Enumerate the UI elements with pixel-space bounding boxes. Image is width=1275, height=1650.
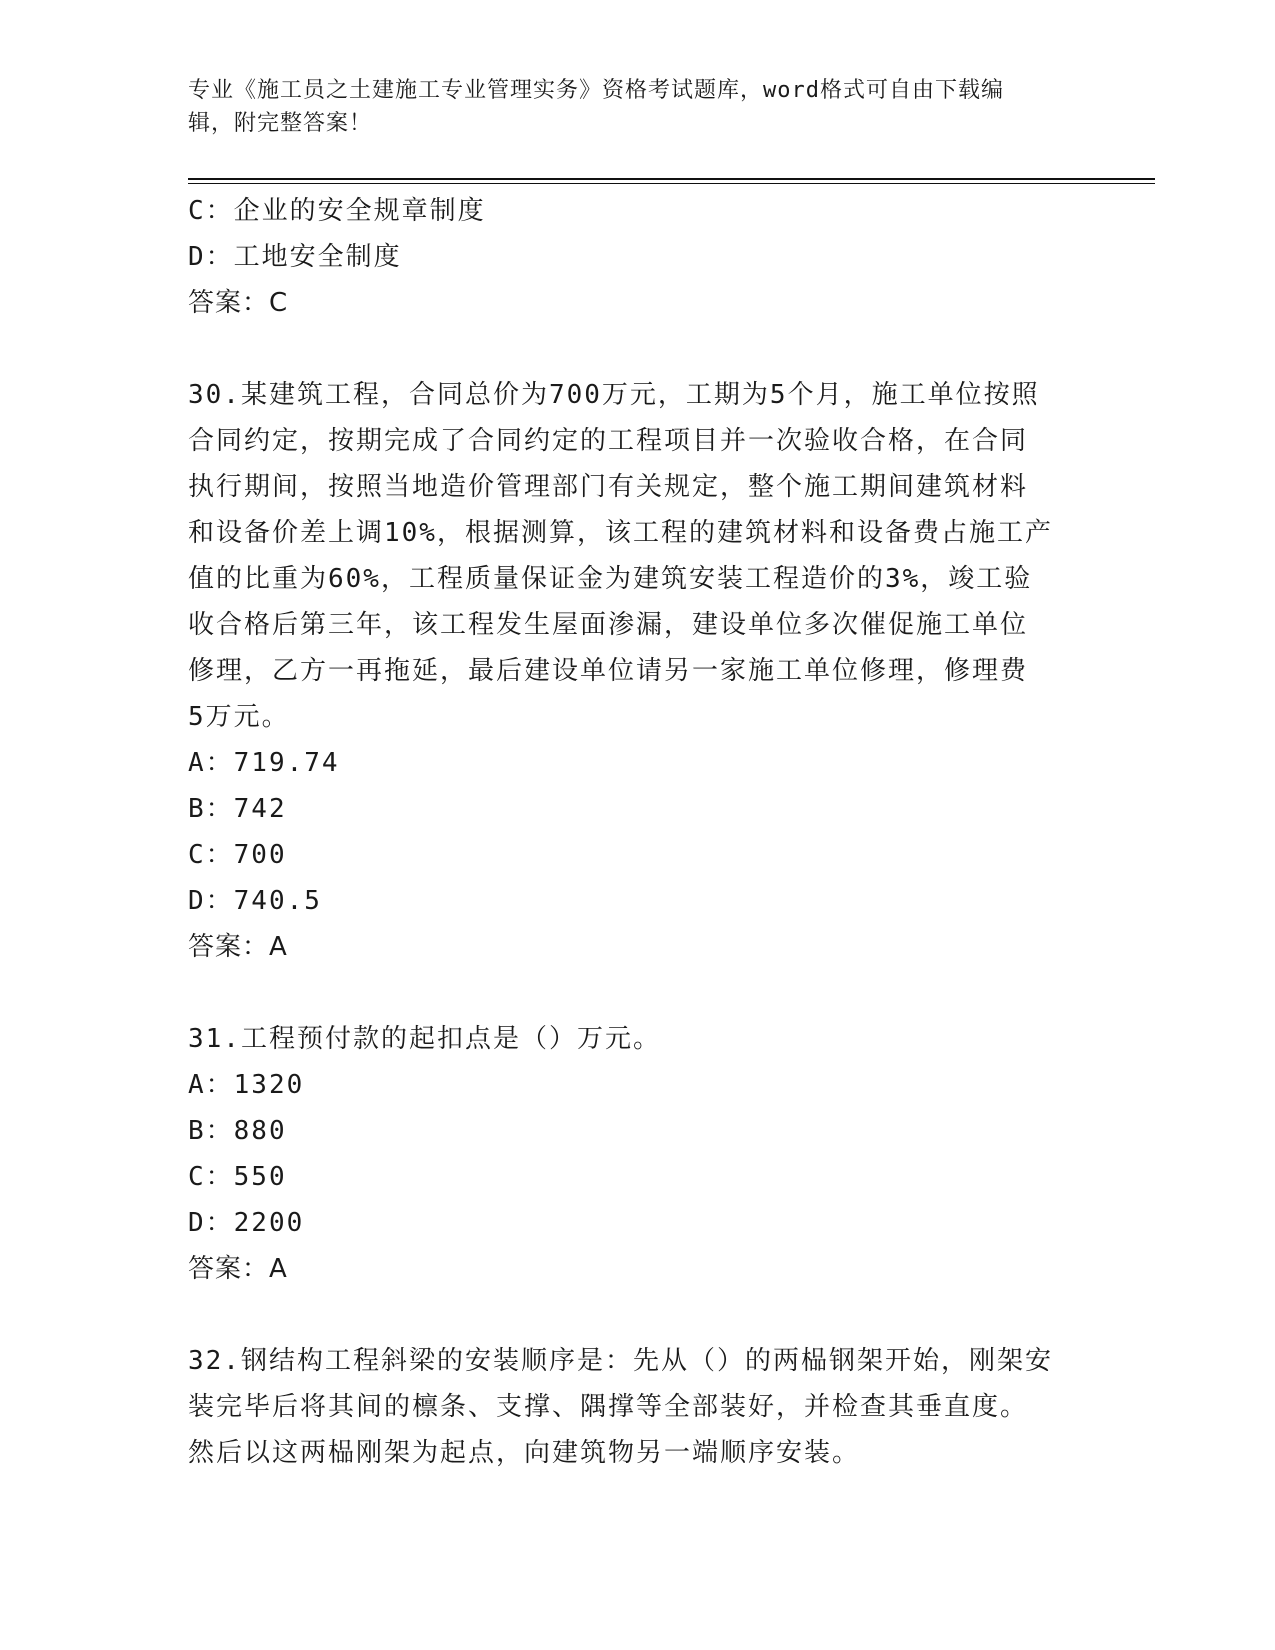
question-stem-line: 收合格后第三年，该工程发生屋面渗漏，建设单位多次催促施工单位 [188, 610, 1029, 640]
answer-line: 答案：A [188, 1254, 288, 1284]
header-line-2: 辑，附完整答案！ [188, 111, 373, 136]
answer-line: 答案：A [188, 932, 288, 962]
spacer [188, 970, 1088, 1016]
question-stem-line: 5万元。 [188, 702, 290, 732]
option-a: A：1320 [188, 1070, 305, 1100]
answer-line: 答案：C [188, 288, 289, 318]
header-line-1: 专业《施工员之土建施工专业管理实务》资格考试题库，word格式可自由下载编 [188, 78, 1004, 103]
question-29-tail [188, 188, 1088, 326]
option-a: A：719.74 [188, 748, 340, 778]
question-stem-line: 31.工程预付款的起扣点是（）万元。 [188, 1024, 661, 1054]
option-c: C：700 [188, 840, 287, 870]
option-d: D：2200 [188, 1208, 305, 1238]
header-divider-thin [188, 183, 1155, 184]
question-32 [188, 1338, 1088, 1476]
question-stem-line: 和设备价差上调10%，根据测算，该工程的建筑材料和设备费占施工产 [188, 518, 1053, 548]
option-c: C：企业的安全规章制度 [188, 196, 486, 226]
option-d: D：740.5 [188, 886, 322, 916]
question-stem-line: 执行期间，按照当地造价管理部门有关规定，整个施工期间建筑材料 [188, 472, 1029, 502]
option-d: D：工地安全制度 [188, 242, 402, 272]
question-stem-line: 然后以这两榀刚架为起点，向建筑物另一端顺序安装。 [188, 1438, 861, 1468]
option-b: B：880 [188, 1116, 287, 1146]
question-stem-line: 装完毕后将其间的檩条、支撑、隅撑等全部装好，并检查其垂直度。 [188, 1392, 1029, 1422]
question-content [188, 188, 1088, 1476]
option-b: B：742 [188, 794, 287, 824]
question-stem-line: 30.某建筑工程，合同总价为700万元，工期为5个月，施工单位按照 [188, 380, 1040, 410]
question-stem-line: 32.钢结构工程斜梁的安装顺序是：先从（）的两榀钢架开始，刚架安 [188, 1346, 1053, 1376]
question-31 [188, 1016, 1088, 1292]
header-divider-thick [188, 178, 1155, 180]
spacer [188, 1292, 1088, 1338]
question-stem-line: 值的比重为60%，工程质量保证金为建筑安装工程造价的3%，竣工验 [188, 564, 1033, 594]
question-stem-line: 修理，乙方一再拖延，最后建设单位请另一家施工单位修理，修理费 [188, 656, 1029, 686]
question-stem-line: 合同约定，按期完成了合同约定的工程项目并一次验收合格，在合同 [188, 426, 1029, 456]
document-header [188, 74, 1068, 140]
option-c: C：550 [188, 1162, 287, 1192]
question-30 [188, 372, 1088, 970]
spacer [188, 326, 1088, 372]
